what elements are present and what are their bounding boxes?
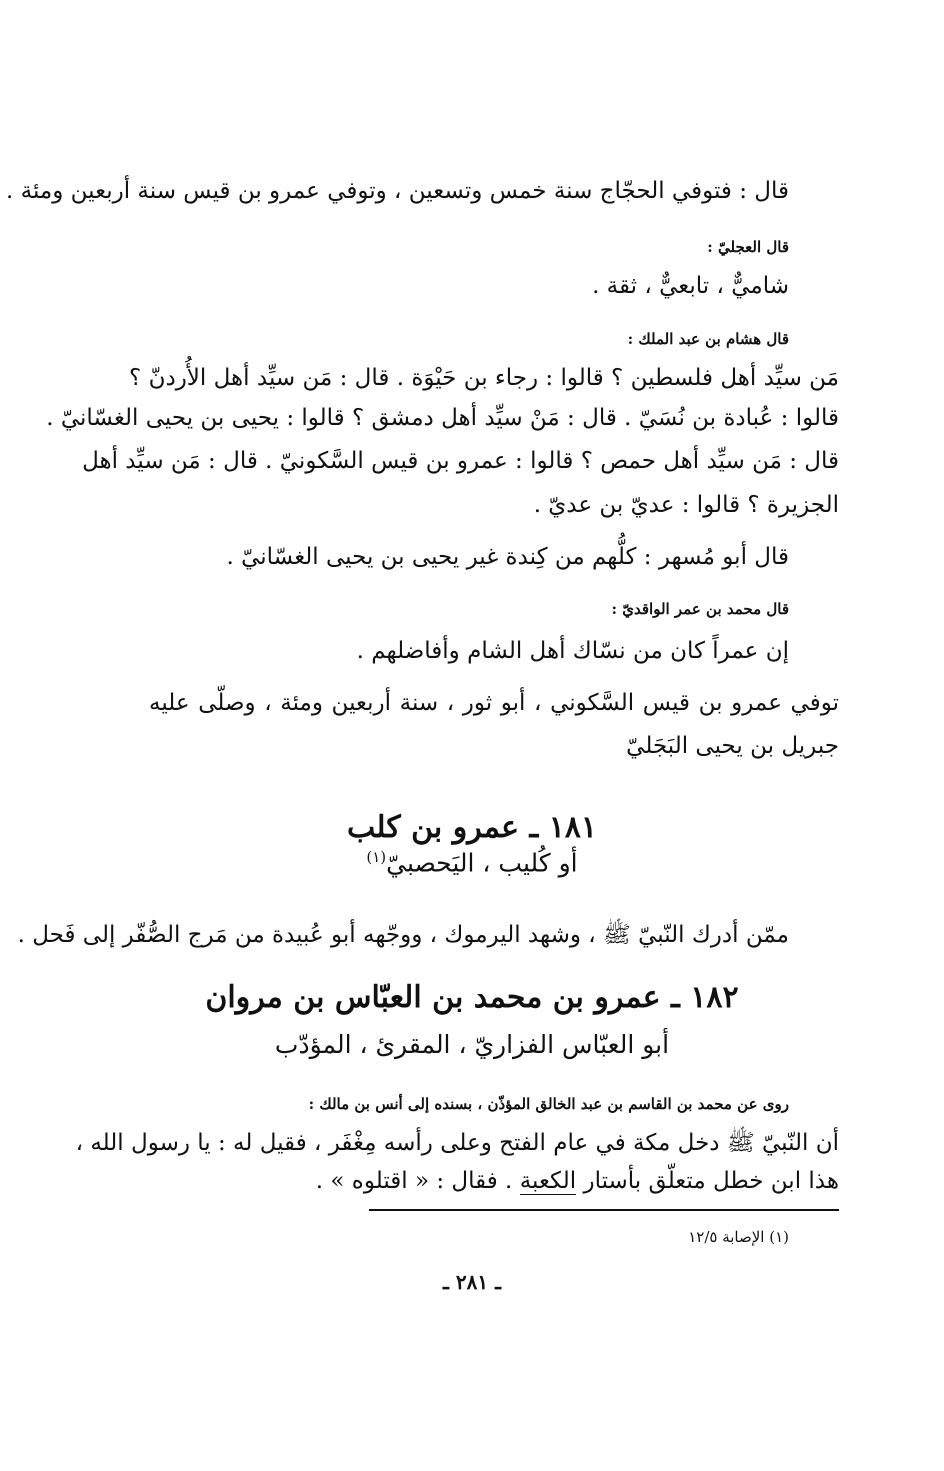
underlined-word: الكعبة: [519, 1168, 577, 1194]
text-line: أن النّبيّ ﷺ دخل مكة في عام الفتح وعلى رأسه مِغْفَر ، فقيل له : يا رسول الله ،: [75, 1130, 839, 1156]
text-fragment: . فقال : « اقتلوه » .: [315, 1168, 513, 1194]
footnote-marker: (١): [366, 848, 387, 866]
entry-title: ١٨١ ـ عمرو بن كلب: [346, 810, 598, 845]
text-line: إن عمراً كان من نسّاك أهل الشام وأفاضلهم .: [356, 638, 789, 664]
section-heading: قال العجليّ :: [707, 238, 789, 256]
text-line: شاميٌّ ، تابعيٌّ ، ثقة .: [592, 273, 789, 299]
entry-title: ١٨٢ ـ عمرو بن محمد بن العبّاس بن مروان: [205, 980, 739, 1015]
text-line: مَن سيِّد أهل فلسطين ؟ قالوا : رجاء بن حَيْوَة . قال : مَن سيِّد أهل الأُردنّ ؟: [129, 365, 839, 391]
text-line: قال : مَن سيِّد أهل حمص ؟ قالوا : عمرو بن قيس السَّكونيّ . قال : مَن سيِّد أهل: [82, 448, 839, 474]
text-line: [316, 1168, 839, 1194]
text-line: قال أبو مُسهر : كلُّهم من كِندة غير يحيى بن يحيى الغسّانيّ .: [226, 544, 789, 570]
page-number: ـ ٢٨١ ـ: [443, 1270, 501, 1294]
section-heading: روى عن محمد بن القاسم بن عبد الخالق المؤذّن ، بسنده إلى أنس بن مالك :: [308, 1095, 789, 1113]
entry-subtitle: أبو العبّاس الفزاريّ ، المقرئ ، المؤدّب: [274, 1030, 670, 1059]
section-heading: قال هشام بن عبد الملك :: [627, 330, 789, 348]
text-line: ممّن أدرك النّبيّ ﷺ ، وشهد اليرموك ، ووجّهه أبو عُبيدة من مَرج الصُّفّر إلى فَحل .: [17, 922, 789, 948]
text-line: توفي عمرو بن قيس السَّكوني ، أبو ثور ، سنة أربعين ومئة ، وصلّى عليه: [149, 690, 839, 716]
entry-subtitle-text: أو كُليب ، اليَحصبيّ: [386, 848, 578, 878]
text-line: الجزيرة ؟ قالوا : عديّ بن عديّ .: [533, 492, 839, 518]
text-fragment: هذا ابن خطل متعلّق بأستار: [583, 1168, 839, 1194]
section-heading: قال محمد بن عمر الواقديّ :: [611, 600, 789, 618]
footnote: (١) الإصابة ١٢/٥: [688, 1228, 789, 1246]
text-line: قال : فتوفي الحجّاج سنة خمس وتسعين ، وتوفي عمرو بن قيس سنة أربعين ومئة .: [6, 178, 789, 204]
entry-subtitle: [0, 848, 944, 877]
text-line: قالوا : عُبادة بن نُسَيّ . قال : مَنْ سيِّد أهل دمشق ؟ قالوا : يحيى بن يحيى الغسّانيّ .: [46, 405, 839, 431]
text-line: جبريل بن يحيى البَجَليّ: [626, 733, 839, 759]
footnote-rule: [369, 1209, 839, 1211]
